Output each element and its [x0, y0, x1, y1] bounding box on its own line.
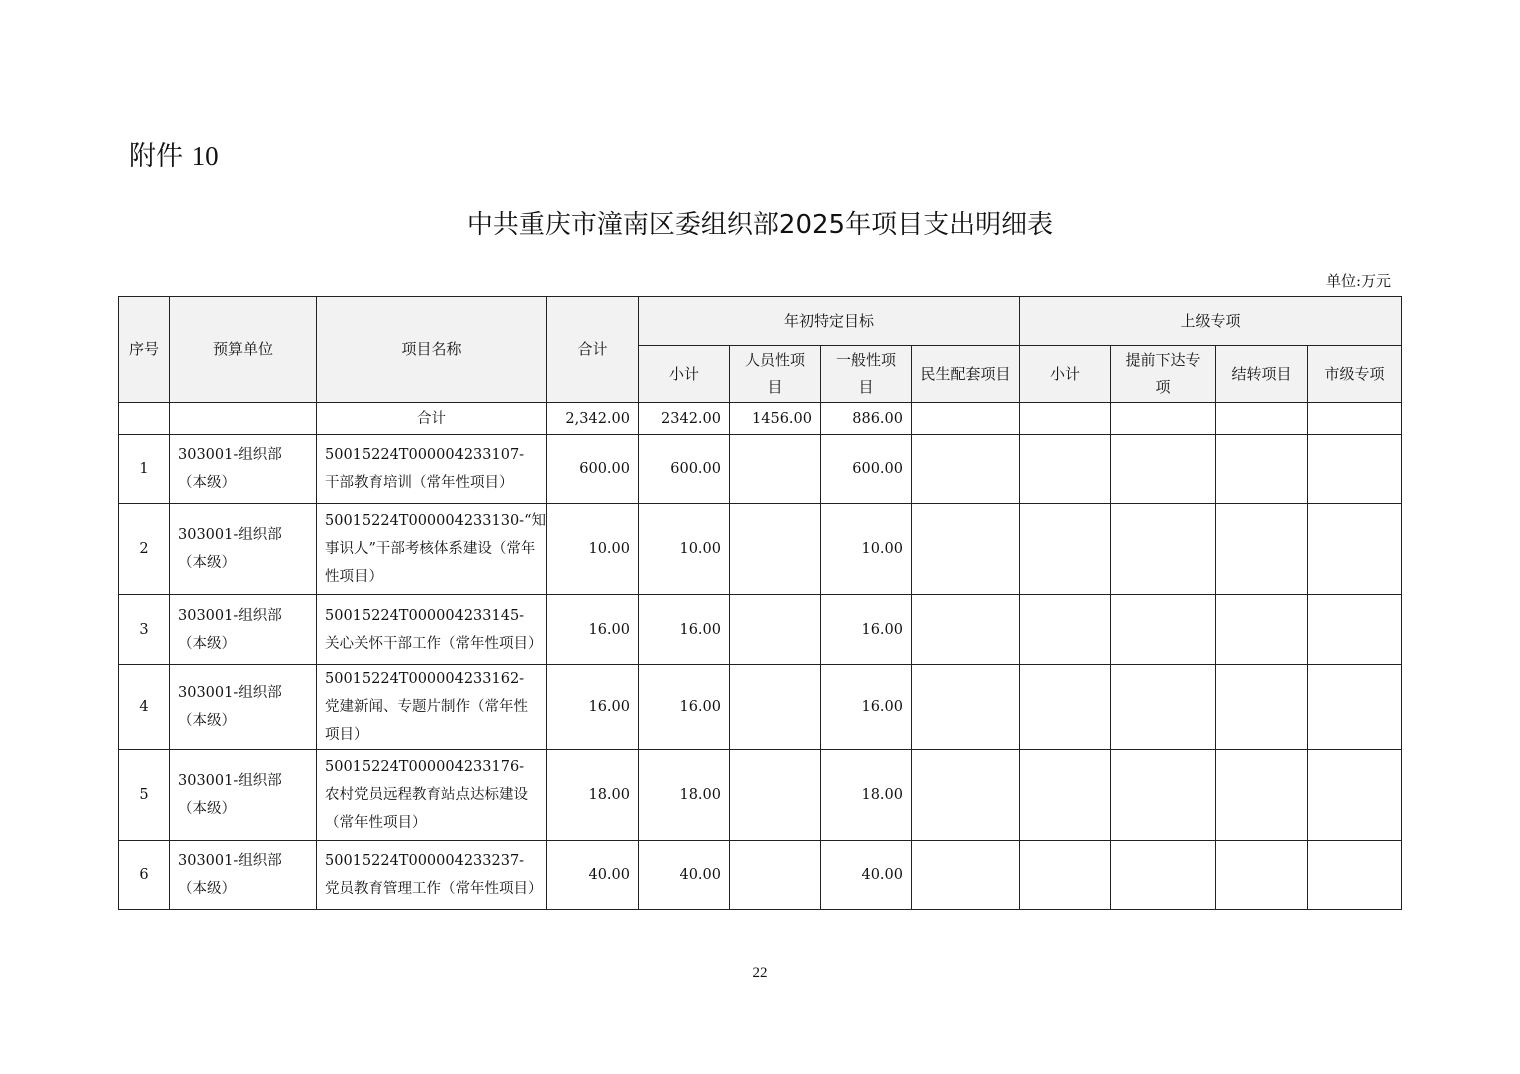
cell-sup-subtotal [1020, 665, 1111, 750]
header-annual-subtotal: 小计 [639, 346, 730, 403]
cell-project: 50015224T000004233130-“知事识人”干部考核体系建设（常年性项目） [317, 504, 547, 595]
cell-sup-advance [1111, 504, 1216, 595]
total-annual-livelihood [912, 403, 1020, 435]
total-sup-subtotal [1020, 403, 1111, 435]
cell-annual-personnel [730, 435, 821, 504]
cell-total: 16.00 [547, 665, 639, 750]
cell-seq: 2 [119, 504, 170, 595]
table-row [119, 595, 1402, 665]
table-row [119, 504, 1402, 595]
cell-sup-municipal [1308, 504, 1402, 595]
cell-annual-subtotal: 18.00 [639, 750, 730, 841]
header-sup-carryover: 结转项目 [1216, 346, 1308, 403]
total-label: 合计 [317, 403, 547, 435]
cell-sup-municipal [1308, 435, 1402, 504]
cell-annual-personnel [730, 665, 821, 750]
cell-sup-carryover [1216, 665, 1308, 750]
header-total: 合计 [547, 297, 639, 403]
table-row [119, 750, 1402, 841]
cell-project: 50015224T000004233107-干部教育培训（常年性项目） [317, 435, 547, 504]
cell-annual-subtotal: 40.00 [639, 841, 730, 910]
cell-annual-livelihood [912, 841, 1020, 910]
cell-sup-carryover [1216, 750, 1308, 841]
cell-sup-advance [1111, 665, 1216, 750]
cell-sup-municipal [1308, 750, 1402, 841]
total-annual-personnel: 1456.00 [730, 403, 821, 435]
cell-project: 50015224T000004233162-党建新闻、专题片制作（常年性项目） [317, 665, 547, 750]
attachment-number: 10 [191, 141, 219, 171]
cell-annual-general: 18.00 [821, 750, 912, 841]
cell-annual-subtotal: 600.00 [639, 435, 730, 504]
cell-sup-subtotal [1020, 435, 1111, 504]
cell-seq: 1 [119, 435, 170, 504]
cell-sup-municipal [1308, 841, 1402, 910]
total-seq-cell [119, 403, 170, 435]
header-row-1 [119, 297, 1402, 346]
cell-unit: 303001-组织部（本级） [170, 665, 317, 750]
cell-sup-advance [1111, 750, 1216, 841]
total-row [119, 403, 1402, 435]
total-sup-advance [1111, 403, 1216, 435]
attachment-prefix: 附件 [129, 141, 183, 172]
cell-unit: 303001-组织部（本级） [170, 504, 317, 595]
cell-sup-advance [1111, 595, 1216, 665]
cell-sup-carryover [1216, 595, 1308, 665]
cell-sup-municipal [1308, 595, 1402, 665]
page-number: 22 [752, 965, 768, 981]
total-sup-carryover [1216, 403, 1308, 435]
table-row [119, 665, 1402, 750]
cell-seq: 3 [119, 595, 170, 665]
cell-annual-subtotal: 10.00 [639, 504, 730, 595]
cell-unit: 303001-组织部（本级） [170, 435, 317, 504]
total-total: 2,342.00 [547, 403, 639, 435]
cell-annual-personnel [730, 504, 821, 595]
cell-annual-livelihood [912, 435, 1020, 504]
cell-unit: 303001-组织部（本级） [170, 841, 317, 910]
cell-annual-subtotal: 16.00 [639, 665, 730, 750]
cell-seq: 6 [119, 841, 170, 910]
cell-annual-general: 10.00 [821, 504, 912, 595]
header-project: 项目名称 [317, 297, 547, 403]
cell-sup-municipal [1308, 665, 1402, 750]
table-row [119, 435, 1402, 504]
header-unit: 预算单位 [170, 297, 317, 403]
header-annual-personnel: 人员性项目 [730, 346, 821, 403]
cell-unit: 303001-组织部（本级） [170, 595, 317, 665]
cell-sup-advance [1111, 435, 1216, 504]
cell-project: 50015224T000004233176-农村党员远程教育站点达标建设（常年性项目） [317, 750, 547, 841]
header-seq: 序号 [119, 297, 170, 403]
cell-sup-subtotal [1020, 841, 1111, 910]
total-annual-subtotal: 2342.00 [639, 403, 730, 435]
cell-sup-subtotal [1020, 750, 1111, 841]
cell-annual-general: 40.00 [821, 841, 912, 910]
header-annual-general: 一般性项目 [821, 346, 912, 403]
cell-annual-general: 600.00 [821, 435, 912, 504]
cell-sup-subtotal [1020, 504, 1111, 595]
cell-sup-subtotal [1020, 595, 1111, 665]
page-title: 中共重庆市潼南区委组织部2025年项目支出明细表 [466, 210, 1054, 240]
cell-sup-carryover [1216, 841, 1308, 910]
cell-annual-personnel [730, 750, 821, 841]
total-unit-cell [170, 403, 317, 435]
cell-annual-livelihood [912, 504, 1020, 595]
cell-annual-livelihood [912, 595, 1020, 665]
header-sup-advance: 提前下达专项 [1111, 346, 1216, 403]
cell-annual-general: 16.00 [821, 665, 912, 750]
cell-seq: 5 [119, 750, 170, 841]
header-group-superior: 上级专项 [1020, 297, 1402, 346]
cell-total: 40.00 [547, 841, 639, 910]
header-sup-subtotal: 小计 [1020, 346, 1111, 403]
cell-total: 16.00 [547, 595, 639, 665]
total-annual-general: 886.00 [821, 403, 912, 435]
header-sup-municipal: 市级专项 [1308, 346, 1402, 403]
total-sup-municipal [1308, 403, 1402, 435]
header-annual-livelihood: 民生配套项目 [912, 346, 1020, 403]
cell-project: 50015224T000004233237-党员教育管理工作（常年性项目） [317, 841, 547, 910]
cell-sup-advance [1111, 841, 1216, 910]
cell-annual-general: 16.00 [821, 595, 912, 665]
unit-note: 单位:万元 [1325, 272, 1391, 290]
header-group-annual: 年初特定目标 [639, 297, 1020, 346]
cell-annual-livelihood [912, 665, 1020, 750]
cell-annual-livelihood [912, 750, 1020, 841]
cell-sup-carryover [1216, 435, 1308, 504]
cell-total: 10.00 [547, 504, 639, 595]
cell-unit: 303001-组织部（本级） [170, 750, 317, 841]
cell-project: 50015224T000004233145-关心关怀干部工作（常年性项目） [317, 595, 547, 665]
cell-annual-personnel [730, 841, 821, 910]
cell-seq: 4 [119, 665, 170, 750]
cell-total: 600.00 [547, 435, 639, 504]
cell-annual-personnel [730, 595, 821, 665]
cell-annual-subtotal: 16.00 [639, 595, 730, 665]
attachment-label [129, 136, 219, 177]
cell-total: 18.00 [547, 750, 639, 841]
cell-sup-carryover [1216, 504, 1308, 595]
table-row [119, 841, 1402, 910]
expenditure-table [118, 296, 1402, 910]
